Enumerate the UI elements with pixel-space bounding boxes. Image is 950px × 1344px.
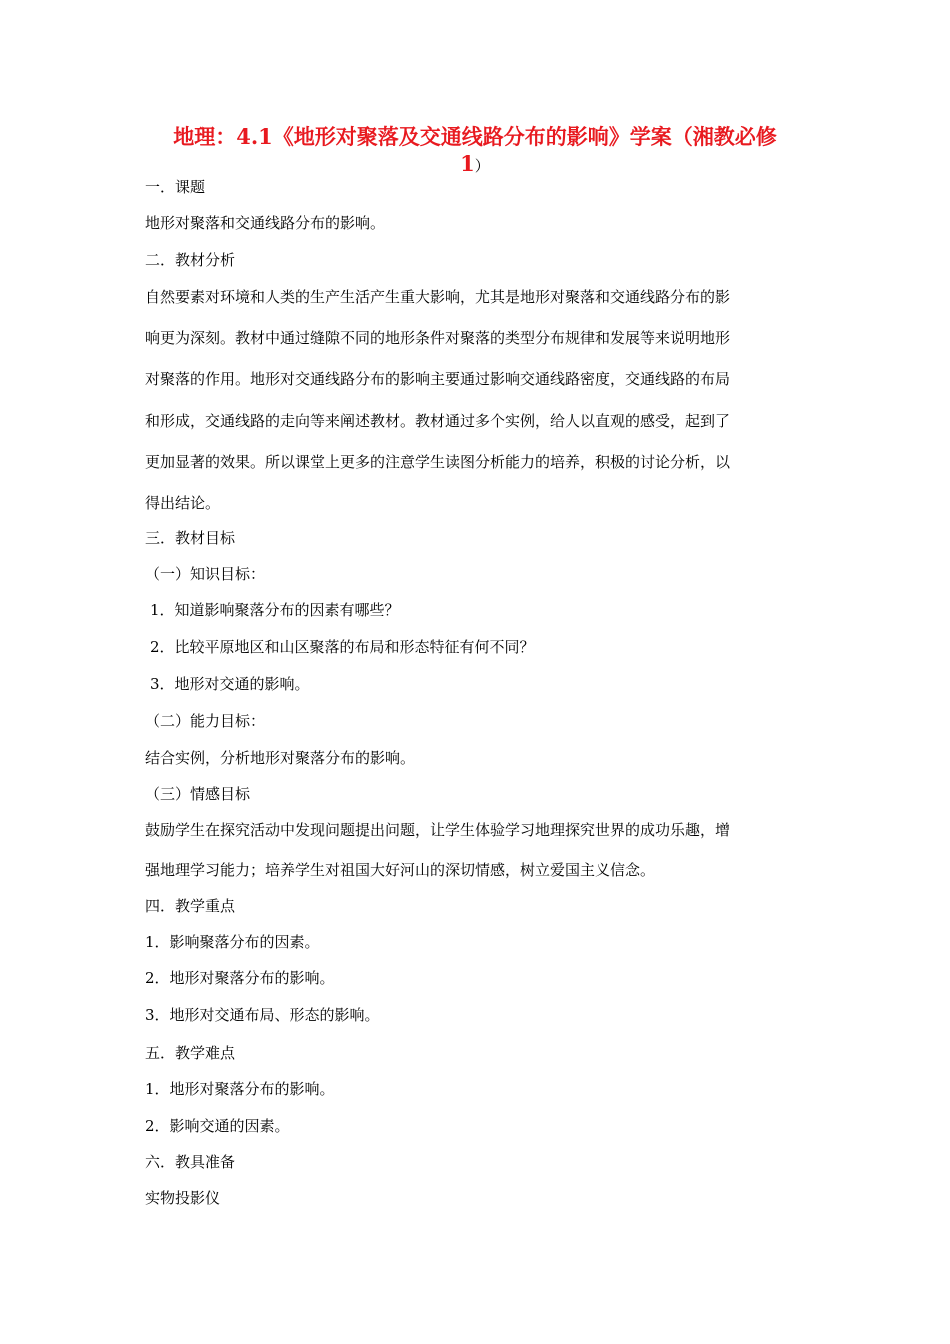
section-3-sub3-line-1: 鼓励学生在探究活动中发现问题提出问题，让学生体验学习地理探究世界的成功乐趣，增 bbox=[145, 821, 731, 839]
section-2-line-2: 响更为深刻。教材中通过缝隙不同的地形条件对聚落的类型分布规律和发展等来说明地形 bbox=[145, 329, 731, 347]
section-5-item-1: 1．地形对聚落分布的影响。 bbox=[145, 1080, 335, 1098]
section-3-sub2-heading: （二）能力目标： bbox=[145, 712, 266, 730]
section-4-item-2: 2．地形对聚落分布的影响。 bbox=[145, 969, 335, 987]
title-closing-paren: ） bbox=[474, 157, 490, 175]
section-3-sub2-text: 结合实例，分析地形对聚落分布的影响。 bbox=[145, 749, 416, 767]
section-2-line-5: 更加显著的效果。所以课堂上更多的注意学生读图分析能力的培养，积极的讨论分析，以 bbox=[145, 453, 731, 471]
section-4-item-1: 1．影响聚落分布的因素。 bbox=[145, 933, 320, 951]
section-6-heading: 六．教具准备 bbox=[145, 1153, 236, 1171]
section-2-line-3: 对聚落的作用。地形对交通线路分布的影响主要通过影响交通线路密度，交通线路的布局 bbox=[145, 370, 731, 388]
section-1-heading: 一．课题 bbox=[145, 178, 206, 196]
section-1-text: 地形对聚落和交通线路分布的影响。 bbox=[145, 214, 386, 232]
section-4-item-3: 3．地形对交通布局、形态的影响。 bbox=[145, 1006, 380, 1024]
section-3-sub1-item-3: 3．地形对交通的影响。 bbox=[150, 675, 310, 693]
section-3-sub1-item-1: 1．知道影响聚落分布的因素有哪些？ bbox=[150, 601, 400, 619]
section-4-heading: 四．教学重点 bbox=[145, 897, 236, 915]
section-5-item-2: 2．影响交通的因素。 bbox=[145, 1117, 290, 1135]
section-3-heading: 三．教材目标 bbox=[145, 529, 236, 547]
title-volume-number: 1 bbox=[460, 151, 475, 176]
section-3-sub3-heading: （三）情感目标 bbox=[145, 785, 251, 803]
section-3-sub1-item-2: 2．比较平原地区和山区聚落的布局和形态特征有何不同？ bbox=[150, 638, 535, 656]
document-title-line1: 地理：4.1《地形对聚落及交通线路分布的影响》学案（湘教必修 bbox=[173, 124, 777, 149]
section-6-text: 实物投影仪 bbox=[145, 1189, 221, 1207]
section-3-sub3-line-2: 强地理学习能力；培养学生对祖国大好河山的深切情感，树立爱国主义信念。 bbox=[145, 861, 656, 879]
section-2-line-1: 自然要素对环境和人类的生产生活产生重大影响，尤其是地形对聚落和交通线路分布的影 bbox=[145, 288, 731, 306]
section-3-sub1-heading: （一）知识目标： bbox=[145, 565, 266, 583]
section-2-line-4: 和形成，交通线路的走向等来阐述教材。教材通过多个实例，给人以直观的感受，起到了 bbox=[145, 412, 731, 430]
document-title-line2 bbox=[145, 151, 805, 179]
section-5-heading: 五．教学难点 bbox=[145, 1044, 236, 1062]
section-2-heading: 二．教材分析 bbox=[145, 251, 236, 269]
section-2-line-6: 得出结论。 bbox=[145, 494, 221, 512]
